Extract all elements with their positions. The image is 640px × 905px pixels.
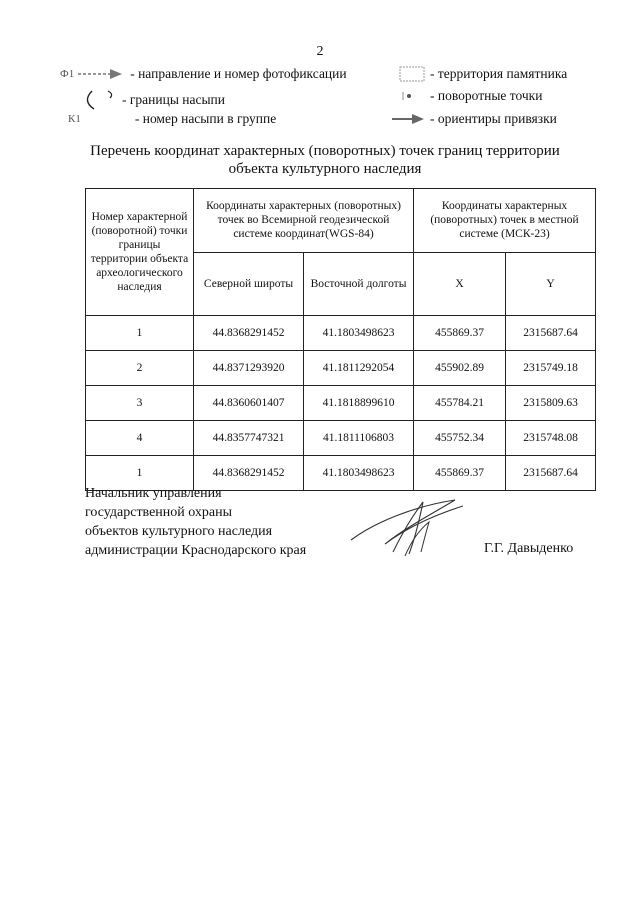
title-line-1: Перечень координат характерных (поворотных) точек границ территории xyxy=(90,143,560,159)
cell-x: 455869.37 xyxy=(414,456,506,491)
turning-point-marker-icon xyxy=(400,89,426,103)
cell-longitude: 41.1818899610 xyxy=(304,386,414,421)
territory-outline-icon xyxy=(398,66,426,82)
document-title xyxy=(60,142,590,178)
cell-latitude: 44.8371293920 xyxy=(194,351,304,386)
legend-reference-landmarks-label: - ориентиры привязки xyxy=(430,111,557,126)
table-row xyxy=(86,316,596,351)
cell-y: 2315687.64 xyxy=(506,456,596,491)
cell-latitude: 44.8368291452 xyxy=(194,456,304,491)
legend-photo-direction-label: - направление и номер фотофиксации xyxy=(130,66,347,81)
reference-arrow-icon xyxy=(390,113,426,125)
header-wgs84: Координаты характерных (поворотных) точек во Всемирной геодезической системе координат(WGS-84) xyxy=(194,189,414,253)
page-number: 2 xyxy=(316,44,324,59)
legend-turning-points xyxy=(400,88,542,104)
cell-x: 455752.34 xyxy=(414,421,506,456)
title-line-2: объекта культурного наследия xyxy=(228,161,422,177)
coordinates-table xyxy=(85,188,596,491)
cell-x: 455902.89 xyxy=(414,351,506,386)
subheader-y: Y xyxy=(506,252,596,316)
cell-point-number: 3 xyxy=(86,386,194,421)
signer-name: Г.Г. Давыденко xyxy=(484,541,574,556)
cell-latitude: 44.8357747321 xyxy=(194,421,304,456)
cell-longitude: 41.1803498623 xyxy=(304,456,414,491)
handwritten-signature xyxy=(345,492,475,562)
legend-monument-territory-label: - территория памятника xyxy=(430,66,568,81)
cell-latitude: 44.8368291452 xyxy=(194,316,304,351)
legend-mound-number-label: - номер насыпи в группе xyxy=(134,111,277,126)
header-point-number: Номер характерной (поворотной) точки границы территории объекта археологического наследия xyxy=(86,189,194,316)
mound-boundary-arc-icon xyxy=(84,88,118,112)
subheader-longitude: Восточной долготы xyxy=(304,252,414,316)
table-row xyxy=(86,421,596,456)
cell-longitude: 41.1803498623 xyxy=(304,316,414,351)
cell-x: 455869.37 xyxy=(414,316,506,351)
legend-mound-boundaries-label: - границы насыпи xyxy=(122,92,225,107)
legend-reference-landmarks xyxy=(390,111,557,127)
cell-point-number: 1 xyxy=(86,316,194,351)
cell-y: 2315748.08 xyxy=(506,421,596,456)
position-line-1: Начальник управления xyxy=(85,486,222,501)
cell-x: 455784.21 xyxy=(414,386,506,421)
cell-longitude: 41.1811292054 xyxy=(304,351,414,386)
cell-longitude: 41.1811106803 xyxy=(304,421,414,456)
subheader-x: X xyxy=(414,252,506,316)
position-line-3: объектов культурного наследия xyxy=(85,524,273,539)
header-msk23: Координаты характерных (поворотных) точек в местной системе (МСК-23) xyxy=(414,189,596,253)
photo-direction-arrow-icon xyxy=(76,68,126,80)
legend-mound-number xyxy=(68,111,276,127)
cell-latitude: 44.8360601407 xyxy=(194,386,304,421)
cell-y: 2315687.64 xyxy=(506,316,596,351)
legend-monument-territory xyxy=(398,66,567,82)
signatory-position xyxy=(85,484,306,560)
mound-symbol-label: К1 xyxy=(68,113,81,125)
table-row xyxy=(86,386,596,421)
position-line-2: государственной охраны xyxy=(85,505,233,520)
cell-point-number: 2 xyxy=(86,351,194,386)
cell-y: 2315749.18 xyxy=(506,351,596,386)
position-line-4: администрации Краснодарского края xyxy=(85,543,307,558)
photo-symbol-label: Ф1 xyxy=(60,68,75,80)
table-row xyxy=(86,351,596,386)
legend-photo-direction xyxy=(60,66,347,82)
legend-turning-points-label: - поворотные точки xyxy=(430,88,543,103)
legend-mound-boundaries xyxy=(84,88,225,112)
cell-point-number: 4 xyxy=(86,421,194,456)
cell-point-number: 1 xyxy=(86,456,194,491)
subheader-latitude: Северной широты xyxy=(194,252,304,316)
cell-y: 2315809.63 xyxy=(506,386,596,421)
